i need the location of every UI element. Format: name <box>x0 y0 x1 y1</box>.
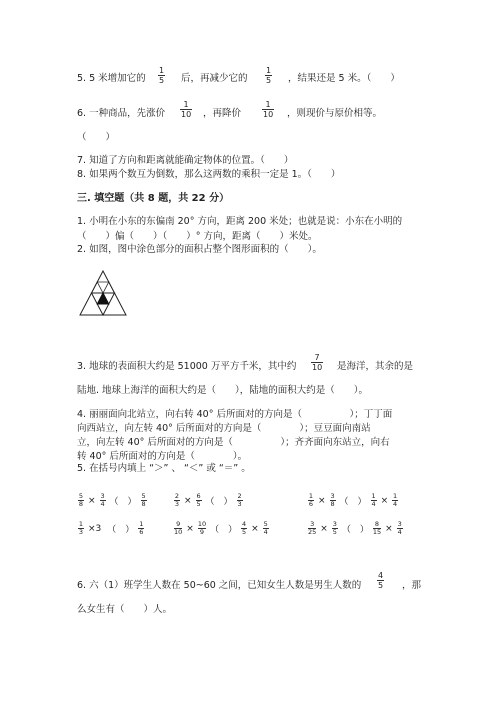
answer-blank[interactable]: （ ） <box>109 497 137 507</box>
q5-fraction-1: 1 5 <box>159 66 165 85</box>
compare-item: 2 3 × 6 5 （ ） 2 3 <box>174 492 242 508</box>
compare-item: 9 10 × 10 9 （ ） 4 5 × 5 4 <box>174 520 268 536</box>
section-title: 三. 填空题（共 8 题，共 22 分） <box>77 193 230 204</box>
fill4-line3: 立，向左转 40° 后所面对的方向是（ ）；齐齐面向东站立，向右 <box>77 437 390 448</box>
fill6-fraction: 4 5 <box>378 571 384 590</box>
fill1-line2: （ ）偏（ ）（ ）° 方向，距离（ ）米处。 <box>77 231 318 242</box>
q6-answer-paren: （ ） <box>77 132 116 143</box>
fill4-line4: 转 40° 后所面对的方向是（ ）。 <box>77 451 248 462</box>
q6-text-b: ，再降价 <box>203 108 242 119</box>
answer-blank[interactable]: （ ） <box>205 497 233 507</box>
fill6-text-b: ，那 <box>402 580 422 591</box>
triangle-figure <box>77 268 129 320</box>
fill4-line2: 向西站立，向左转 40° 后所面对的方向是（ ）；豆豆面向南站 <box>77 423 371 434</box>
fill3-fraction: 7 10 <box>312 353 323 372</box>
q6-fraction-1: 1 10 <box>181 100 192 119</box>
fill4-line1: 4. 丽丽面向北站立，向右转 40° 后所面对的方向是（ ）；丁丁面 <box>77 409 393 420</box>
fill3-text-b: 是海洋，其余的是 <box>337 361 414 372</box>
fill3-line2: 陆地. 地球上海洋的面积大约是（ ），陆地的面积大约是（ ）。 <box>77 385 369 396</box>
answer-blank[interactable]: （ ） <box>210 525 238 535</box>
answer-blank[interactable]: （ ） <box>341 525 369 535</box>
compare-item: 5 8 × 3 4 （ ） 5 8 <box>78 492 146 508</box>
compare-item: 3 25 × 3 5 （ ） 8 15 × 3 4 <box>308 520 402 536</box>
fill2-text: 2. 如图，图中涂色部分的面积占整个图形面积的（ ）。 <box>77 244 322 255</box>
fill6-text-a: 6. 六（1）班学生人数在 50~60 之间，已知女生人数是男生人数的 <box>77 580 362 591</box>
fill5-text: 5. 在括号内填上 “＞” 、 “＜” 或 “＝” 。 <box>77 463 251 474</box>
q6-text-c: ，则现价与原价相等。 <box>287 108 383 119</box>
q8-text: 8. 如果两个数互为倒数，那么这两数的乘积一定是 1。（ ） <box>77 169 341 180</box>
q7-text: 7. 知道了方向和距离就能确定物体的位置。（ ） <box>77 155 294 166</box>
compare-item: 1 3 ×3 （ ） 1 6 <box>78 520 144 536</box>
answer-blank[interactable]: （ ） <box>339 497 367 507</box>
q5-fraction-2: 1 5 <box>266 66 272 85</box>
q5-text-c: ，结果还是 5 米。（ ） <box>288 73 400 84</box>
fill3-text-a: 3. 地球的表面积大约是 51000 万平方千米，其中约 <box>77 361 297 372</box>
fill1-line1: 1. 小明在小东的东偏南 20° 方向，距离 200 米处；也就是说：小东在小明的 <box>77 216 403 227</box>
q5-text-b: 后，再减少它的 <box>181 73 248 84</box>
q6-fraction-2: 1 10 <box>263 100 274 119</box>
fill6-line2: 么女生有（ ）人。 <box>77 604 173 615</box>
answer-blank[interactable]: （ ） <box>107 525 135 535</box>
q6-text-a: 6. 一种商品，先涨价 <box>77 108 166 119</box>
q5-text-a: 5. 5 米增加它的 <box>77 73 146 84</box>
compare-item: 1 6 × 3 8 （ ） 1 4 × 1 4 <box>308 492 398 508</box>
